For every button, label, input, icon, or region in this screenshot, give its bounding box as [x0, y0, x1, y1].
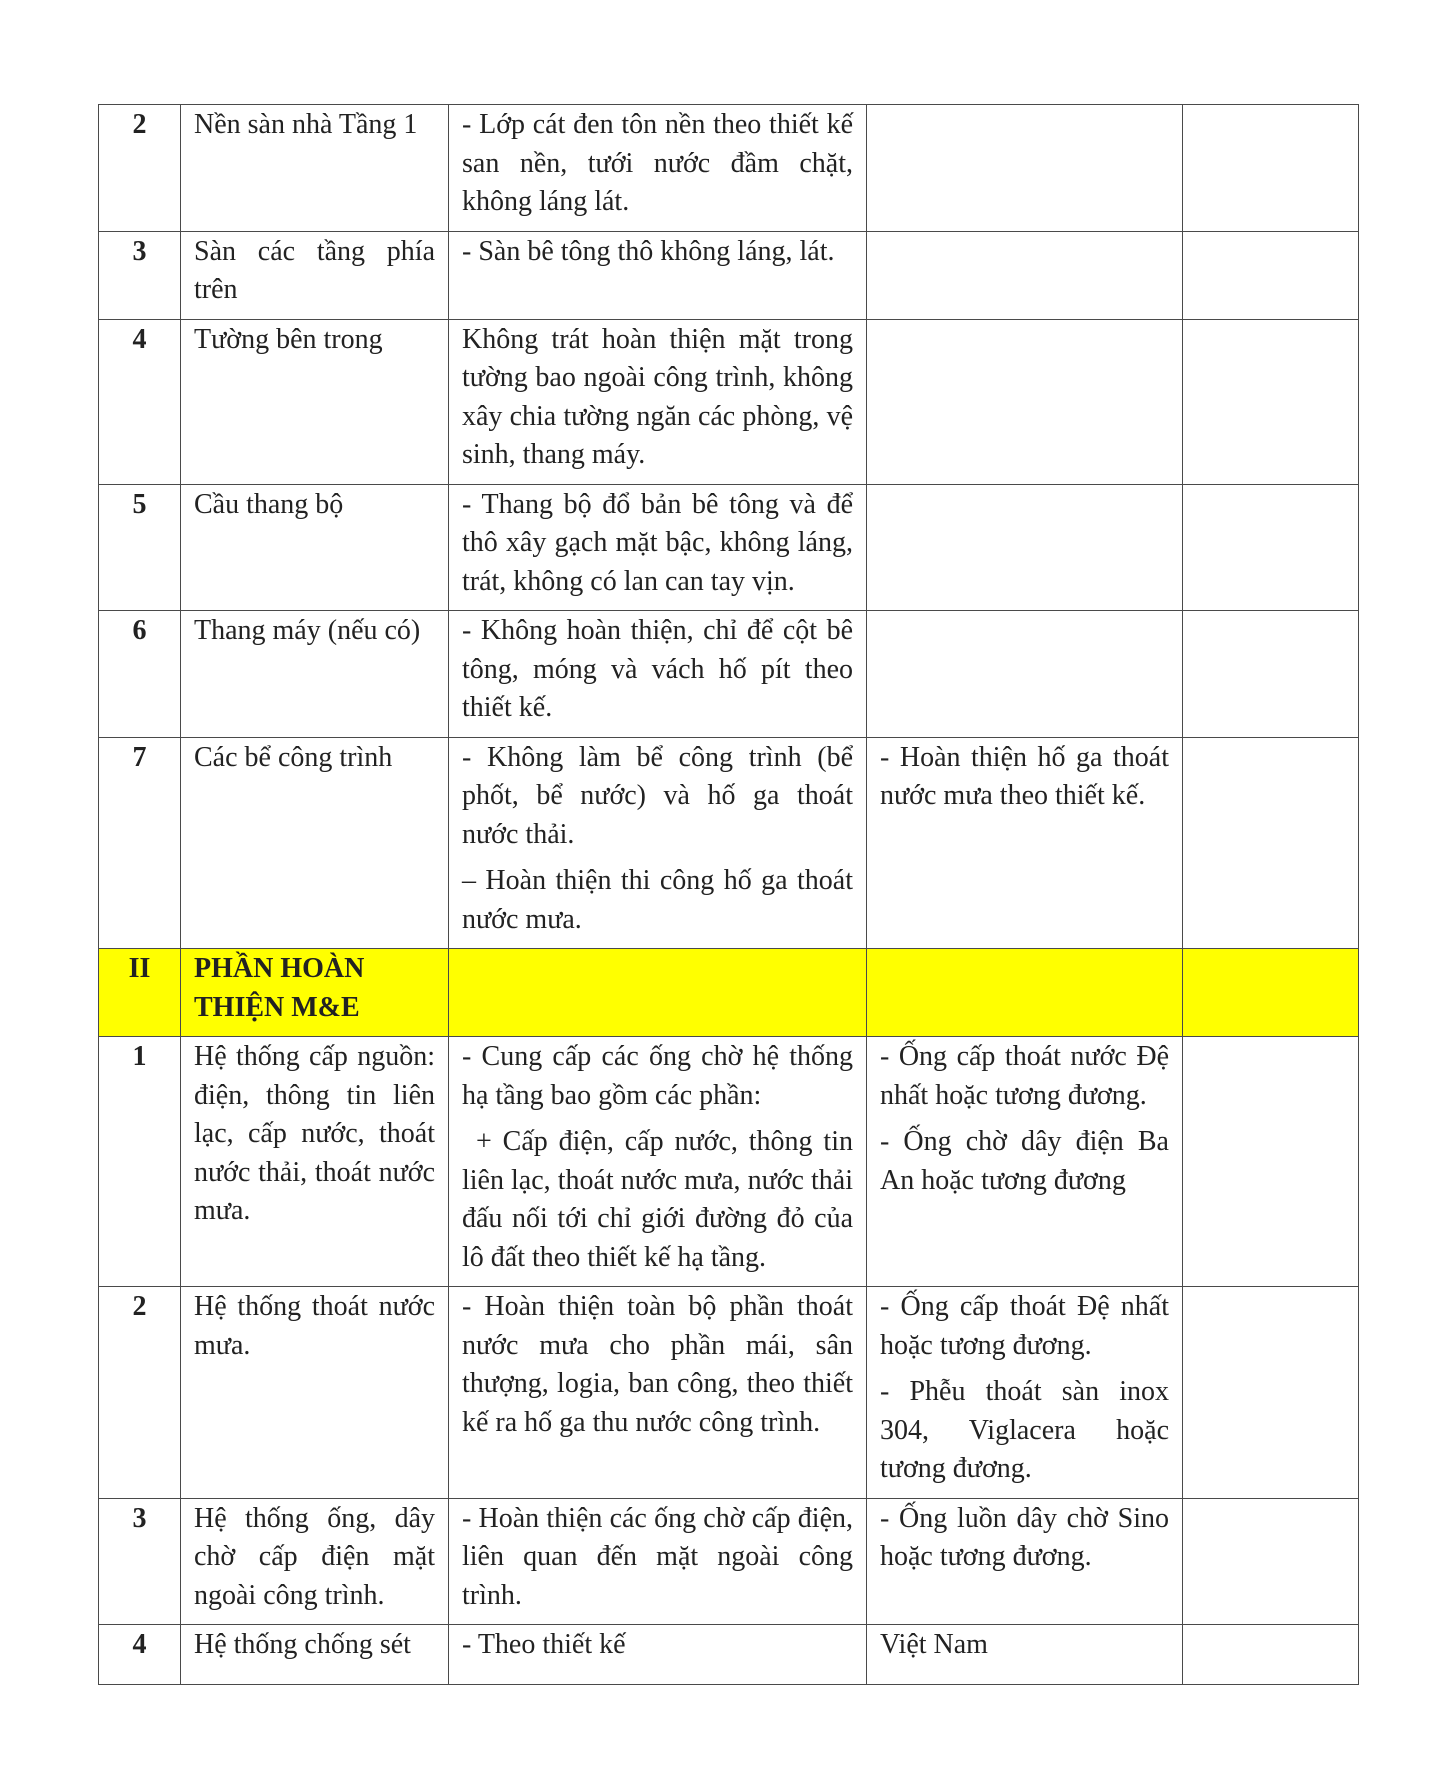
material-cell: [867, 231, 1183, 319]
description-text: Không trát hoàn thiện mặt trong tường bao ngoài công trình, không xây chia tường ngăn các phòng, vệ sinh, thang máy.: [462, 323, 853, 470]
material-cell: [867, 105, 1183, 232]
table-row: [99, 1287, 1359, 1499]
material-cell: [867, 737, 1183, 949]
note-cell: [1183, 484, 1359, 611]
item-name: Hệ thống chống sét: [181, 1625, 449, 1685]
material-cell: [867, 484, 1183, 611]
description-text: - Lớp cát đen tôn nền theo thiết kế san nền, tưới nước đầm chặt, không láng lát.: [462, 109, 853, 217]
note-cell: [1183, 737, 1359, 949]
material-text: - Hoàn thiện hố ga thoát nước mưa theo thiết kế.: [880, 741, 1169, 811]
material-text: - Phễu thoát sàn inox 304, Viglacera hoặc tương đương.: [880, 1376, 1169, 1484]
note-cell: [1183, 1498, 1359, 1625]
description-text: - Không làm bể công trình (bể phốt, bể nước) và hố ga thoát nước thải.: [462, 741, 853, 850]
row-number: 4: [99, 1625, 181, 1685]
description-text: - Sàn bê tông thô không láng, lát.: [462, 235, 835, 267]
note-cell: [1183, 611, 1359, 738]
description-cell: [449, 1037, 867, 1287]
row-number: 3: [99, 1498, 181, 1625]
section-title: PHẦN HOÀN THIỆN M&E: [181, 949, 449, 1037]
material-cell: [867, 1287, 1183, 1499]
row-number: 7: [99, 737, 181, 949]
description-cell: [449, 1498, 867, 1625]
row-number: 5: [99, 484, 181, 611]
description-cell: [449, 1625, 867, 1685]
item-name: Thang máy (nếu có): [181, 611, 449, 738]
note-cell: [1183, 1287, 1359, 1499]
row-number: 2: [99, 105, 181, 232]
section-filler-cell: [449, 949, 867, 1037]
description-text: - Theo thiết kế: [462, 1629, 626, 1660]
row-number: 6: [99, 611, 181, 738]
item-name: Các bể công trình: [181, 737, 449, 949]
description-text: - Cung cấp các ống chờ hệ thống hạ tầng bao gồm các phần:: [462, 1041, 853, 1111]
item-name: Hệ thống thoát nước mưa.: [181, 1287, 449, 1499]
row-number: 4: [99, 319, 181, 484]
section-header-row: [99, 949, 1359, 1037]
table-row: [99, 737, 1359, 949]
description-text: - Không hoàn thiện, chỉ để cột bê tông, móng và vách hố pít theo thiết kế.: [462, 615, 853, 723]
section-number: II: [99, 949, 181, 1037]
description-cell: [449, 737, 867, 949]
item-name: Hệ thống cấp nguồn: điện, thông tin liên lạc, cấp nước, thoát nước thải, thoát nước mưa.: [181, 1037, 449, 1287]
table-row: [99, 1037, 1359, 1287]
item-name: Tường bên trong: [181, 319, 449, 484]
row-number: 3: [99, 231, 181, 319]
material-cell: [867, 1625, 1183, 1685]
specification-table: [98, 104, 1359, 1685]
material-cell: [867, 1037, 1183, 1287]
note-cell: [1183, 1037, 1359, 1287]
description-text: + Cấp điện, cấp nước, thông tin liên lạc, thoát nước mưa, nước thải đấu nối tới chỉ giới đường đỏ của lô đất theo thiết kế hạ tầng.: [462, 1126, 853, 1273]
description-cell: [449, 1287, 867, 1499]
table-row: [99, 319, 1359, 484]
description-cell: [449, 105, 867, 232]
note-cell: [1183, 1625, 1359, 1685]
section-filler-cell: [1183, 949, 1359, 1037]
description-cell: [449, 484, 867, 611]
material-cell: [867, 1498, 1183, 1625]
item-name: Sàn các tầng phía trên: [181, 231, 449, 319]
item-name: Cầu thang bộ: [181, 484, 449, 611]
description-text: - Thang bộ đổ bản bê tông và để thô xây gạch mặt bậc, không láng, trát, không có lan can tay vịn.: [462, 488, 853, 597]
description-cell: [449, 611, 867, 738]
table-row: [99, 231, 1359, 319]
material-text: - Ống cấp thoát nước Đệ nhất hoặc tương đương.: [880, 1041, 1169, 1111]
note-cell: [1183, 105, 1359, 232]
item-name: Hệ thống ống, dây chờ cấp điện mặt ngoài công trình.: [181, 1498, 449, 1625]
description-cell: [449, 319, 867, 484]
material-text: - Ống cấp thoát Đệ nhất hoặc tương đương.: [880, 1291, 1169, 1361]
material-text: - Ống chờ dây điện Ba An hoặc tương đương: [880, 1126, 1169, 1196]
note-cell: [1183, 231, 1359, 319]
material-text: Việt Nam: [880, 1629, 988, 1660]
item-name: Nền sàn nhà Tầng 1: [181, 105, 449, 232]
material-text: - Ống luồn dây chờ Sino hoặc tương đương.: [880, 1502, 1169, 1572]
description-cell: [449, 231, 867, 319]
table-row: [99, 1498, 1359, 1625]
description-text: – Hoàn thiện thi công hố ga thoát nước mưa.: [462, 865, 853, 935]
description-text: - Hoàn thiện các ống chờ cấp điện, liên quan đến mặt ngoài công trình.: [462, 1502, 853, 1611]
description-text: - Hoàn thiện toàn bộ phần thoát nước mưa cho phần mái, sân thượng, logia, ban công, theo thiết kế ra hố ga thu nước công trình.: [462, 1291, 853, 1438]
table-body: [99, 105, 1359, 1685]
row-number: 1: [99, 1037, 181, 1287]
material-cell: [867, 319, 1183, 484]
table-row: [99, 484, 1359, 611]
table-row: [99, 611, 1359, 738]
section-filler-cell: [867, 949, 1183, 1037]
row-number: 2: [99, 1287, 181, 1499]
table-row: [99, 1625, 1359, 1685]
table-row: [99, 105, 1359, 232]
material-cell: [867, 611, 1183, 738]
note-cell: [1183, 319, 1359, 484]
